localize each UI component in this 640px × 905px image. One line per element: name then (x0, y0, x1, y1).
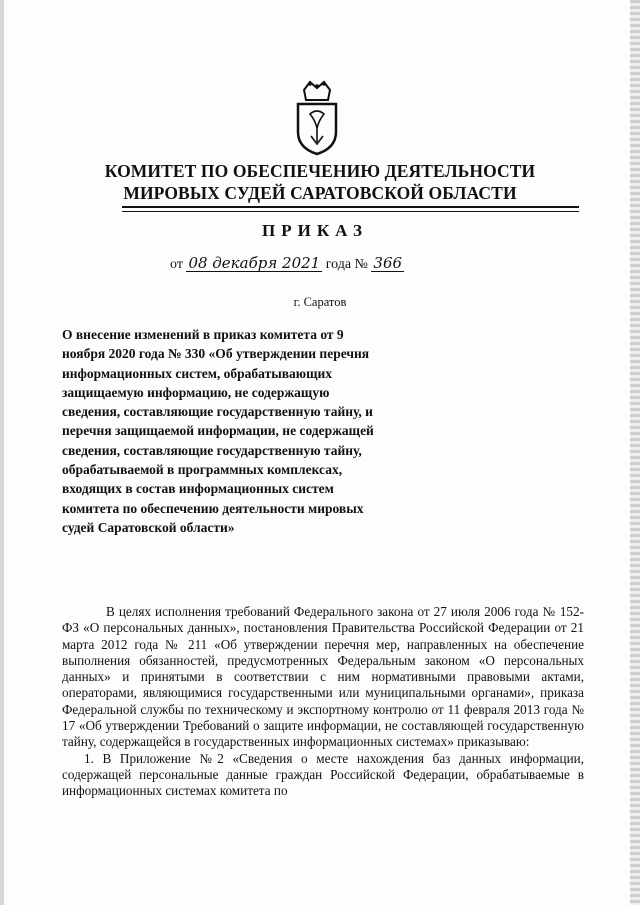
agency-line-1: КОМИТЕТ ПО ОБЕСПЕЧЕНИЮ ДЕЯТЕЛЬНОСТИ (104, 161, 536, 181)
header-rule-thick (122, 206, 579, 208)
order-body (62, 604, 584, 800)
item-1-paragraph: 1. В Приложение №2 «Сведения о месте нахождения баз данных информации, содержащей персональные данные граждан Российской Федерации, обрабатываемые в информационных системах комитета по (62, 750, 584, 799)
agency-name (60, 160, 580, 204)
scan-edge-left (0, 0, 4, 905)
handwritten-date: 08 декабря 2021 (188, 254, 321, 272)
city: г. Саратов (293, 295, 347, 309)
document-title: ПРИКАЗ (262, 221, 368, 240)
order-subject: О внесение изменений в приказ комитета от 9 ноября 2020 года № 330 «Об утверждении перечня информационных систем, обрабатывающих защищаемую информацию, не содержащую сведения, составляющие государственную тайну, и перечня защищаемой информации, не содержащей сведения, составляющие государственную тайну, обрабатываемой в программных комплексах, входящих в состав информационных систем комитета по обеспечению деятельности мировых судей Саратовской области» (62, 327, 374, 535)
number-label: года № (325, 257, 368, 272)
coat-of-arms-icon (290, 80, 344, 156)
scan-edge-right (630, 0, 640, 905)
order-date-line (170, 256, 470, 273)
agency-line-2: МИРОВЫХ СУДЕЙ САРАТОВСКОЙ ОБЛАСТИ (123, 183, 517, 203)
date-prefix: от (170, 257, 183, 272)
preamble-paragraph: В целях исполнения требований Федерального закона от 27 июля 2006 года № 152-ФЗ «О персональных данных», постановления Правительства Российской Федерации от 21 марта 2012 года № 211 «Об утверждении перечня мер, направленных на обеспечение выполнения обязанностей, предусмотренных Федеральным законом «О персональных данных» и принятыми в соответствии с ним нормативными правовыми актами, операторами, являющимися государственными или муниципальными органами», приказа Федеральной службы по техническому и экспортному контролю от 11 февраля 2013 года № 17 «Об утверждении Требований о защите информации, не составляющей государственную тайну, содержащейся в государственных информационных системах» приказываю: (62, 604, 584, 750)
header-rule-thin (122, 211, 579, 212)
handwritten-number: 366 (373, 254, 403, 272)
